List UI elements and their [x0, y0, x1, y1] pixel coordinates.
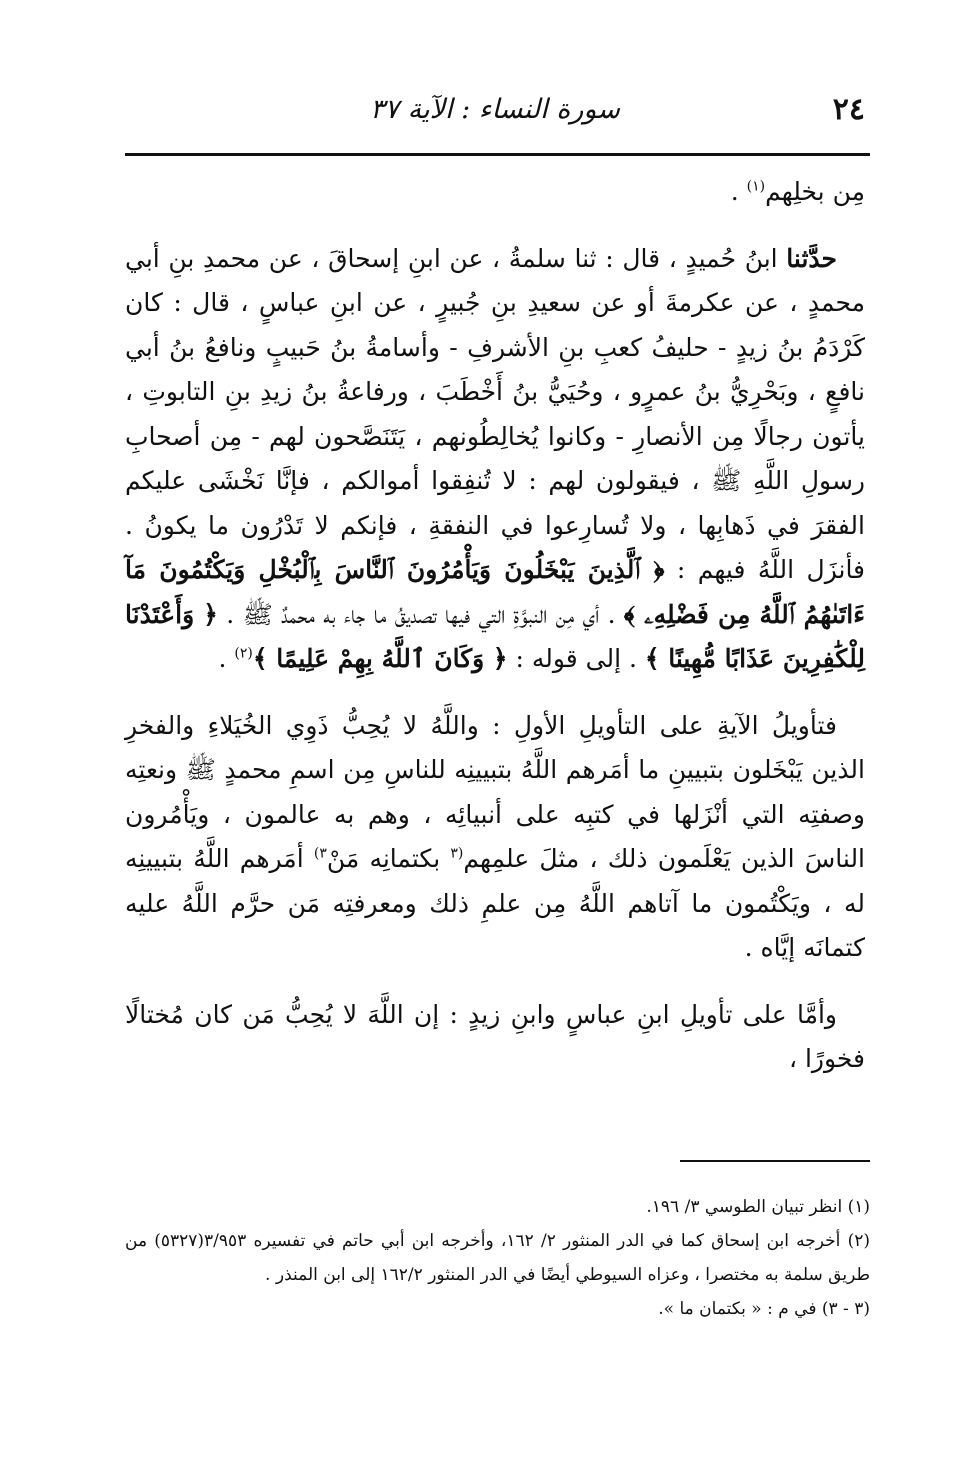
footnote-1: (١) انظر تبيان الطوسي ٣/ ١٩٦. — [646, 1197, 870, 1217]
p3-text3: أمَرهم اللَّهُ بتبيينِه له ، ويَكْتُمون ما آتاهم اللَّهُ مِن علمِ ذلك ومعرفتِه مَن حرَّم اللَّهُ عليه كتمانَه إيَّاه . — [125, 844, 865, 962]
footnote-marker-3-close: ٣) — [313, 845, 327, 862]
p4-text: وأمَّا على تأويلِ ابنِ عباسٍ وابنِ زيدٍ : إن اللَّهَ لا يُحِبُّ مَن كان مُختالًا فخورًا ، — [125, 999, 865, 1073]
p2-mid: . أي مِن النبوَّةِ التي فيها تصديقُ ما جاء به محمدٌ ﷺ . — [217, 599, 624, 629]
footnote-3: (٣ - ٣) في م : « بكتمان ما ». — [658, 1299, 870, 1319]
paragraph-gap — [125, 971, 865, 993]
p3-text2: بكتمانِه مَنْ — [326, 844, 451, 873]
paragraph-gap — [125, 682, 865, 704]
paragraph-1 — [125, 170, 865, 215]
page-number: ٢٤ — [832, 92, 865, 127]
footnote-marker-1: (١) — [746, 178, 766, 195]
page-header — [125, 92, 865, 152]
p2-mid2: . إلى قوله : — [507, 644, 645, 673]
quran-quote-1: ﴿ ٱلَّذِينَ يَبْخَلُونَ وَيَأْمُرُونَ ٱلنَّاسَ بِٱلْبُخْلِ وَيَكْتُمُونَ مَآ ءَاتَىٰهُمُ ٱللَّهُ مِن فَضْلِهِۦ ﴾ — [125, 555, 865, 629]
footnote-marker-3-open: (٣ — [450, 845, 464, 862]
p2-end: . — [218, 644, 235, 673]
running-title: سورة النساء : الآية ٣٧ — [370, 94, 620, 125]
paragraph-gap — [125, 215, 865, 237]
footnote-marker-2: (٢) — [234, 645, 253, 662]
quran-quote-3: ﴿ وَكَانَ ٱللَّهُ بِهِمْ عَلِيمًا ﴾ — [252, 644, 508, 673]
p2-text: ابنُ حُميدٍ ، قال : ثنا سلمةُ ، عن ابنِ إسحاقَ ، عن محمدِ بنِ أبي محمدٍ ، عن عكرمةَ أو عن سعيدِ بنِ جُبيرٍ ، عن ابنِ عباسٍ ، قال : كان كَرْدَمُ بنُ زيدٍ - حليفُ كعبِ بنِ الأشرفِ - وأسامةُ بنُ حَبيبٍ ونافعُ بنُ أبي نافعٍ ، وبَحْرِيُّ بنُ عمرٍو ، وحُيَيُّ بنُ أَخْطَبَ ، ورفاعةُ بنُ زيدِ بنِ التابوتِ ، يأتون رجالًا مِن الأنصارِ - وكانوا يُخالِطُونهم ، يَتَنَصَّحون لهم - مِن أصحابِ رسولِ اللَّهِ ﷺ ، فيقولون لهم : لا تُنفِقوا أموالكم ، فإنَّا نَخْشَى عليكم الفقرَ في ذَهابِها ، ولا تُسارِعوا في النفقةِ ، فإنكم لا تَدْرُون ما يكونُ . فأنزَل اللَّهُ فيهم : — [125, 243, 866, 584]
paragraph-2 — [125, 237, 865, 682]
paragraph-3 — [125, 704, 865, 971]
p1-text: مِن بخلِهم — [765, 177, 865, 206]
footnote-rule — [680, 1160, 870, 1162]
p1-end: . — [730, 177, 747, 206]
p3-text: فتأويلُ الآيةِ على التأويلِ الأولِ : واللَّهُ لا يُحِبُّ ذَوِي الخُيَلاءِ والفخرِ الذين يَبْخَلون بتبيينِ ما أمَرهم اللَّهُ بتبيينِه للناسِ مِن اسمِ محمدٍ ﷺ ونعتِه وصفتِه التي أنْزَلها في كتبِه على أنبيائِه ، وهم به عالمون ، ويَأْمُرون الناسَ الذين يَعْلَمون ذلك ، مثلَ علمِهم — [125, 710, 866, 873]
main-text — [125, 170, 865, 1082]
footnote-2: (٢) أخرجه ابن إسحاق كما في الدر المنثور ٢/ ١٦٢، وأخرجه ابن أبي حاتم في تفسيره ٣/٩٥٣(٥٣٢٧) من طريق سلمة به مختصرا ، وعزاه السيوطي أيضًا في الدر المنثور ١٦٢/٢ إلى ابن المنذر . — [125, 1231, 870, 1285]
header-rule — [125, 153, 870, 156]
quran-quote-2: ﴿ وَأَعْتَدْنَا لِلْكَٰفِرِينَ عَذَابًا مُّهِينًا ﴾ — [125, 599, 865, 673]
footnotes — [125, 1190, 870, 1326]
hadith-lead: حدَّثنا — [786, 243, 837, 273]
paragraph-4 — [125, 993, 865, 1082]
